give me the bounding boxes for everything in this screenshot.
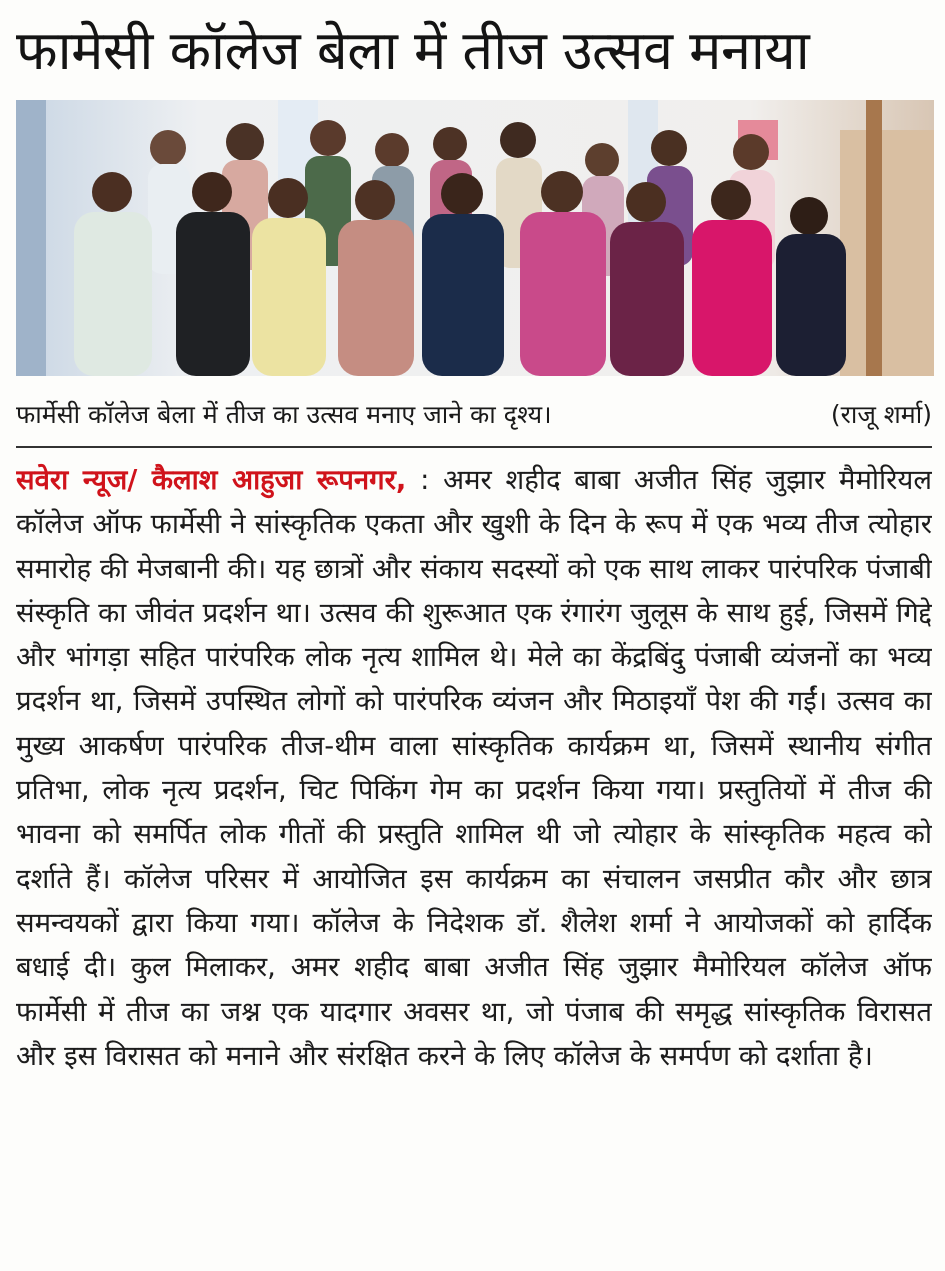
headline: फामेसी कॉलेज बेला में तीज उत्सव मनाया bbox=[16, 19, 810, 82]
photo-credit: (राजू शर्मा) bbox=[830, 400, 932, 429]
byline: सवेरा न्यूज/ कैलाश आहुजा रूपनगर, bbox=[16, 464, 407, 496]
article-paragraph bbox=[16, 458, 932, 1078]
photo-caption bbox=[16, 394, 932, 434]
caption-text: फार्मेसी कॉलेज बेला में तीज का उत्सव मनाए जाने का दृश्य। bbox=[16, 400, 552, 429]
caption-divider bbox=[16, 446, 932, 448]
group-photo bbox=[16, 100, 934, 376]
group-photo-icon bbox=[16, 100, 934, 376]
article-text: : अमर शहीद बाबा अजीत सिंह जुझार मैमोरियल कॉलेज ऑफ फार्मेसी ने सांस्कृतिक एकता और खुशी के दिन के रूप में एक भव्य तीज त्योहार समारोह की मेजबानी की। यह छात्रों और संकाय सदस्यों को एक साथ लाकर पारंपरिक पंजाबी संस्कृति का जीवंत प्रदर्शन था। उत्सव की शुरूआत एक रंगारंग जुलूस के साथ हुई, जिसमें गिद्दे और भांगड़ा सहित पारंपरिक लोक नृत्य शामिल थे। मेले का केंद्रबिंदु पंजाबी व्यंजनों का भव्य प्रदर्शन था, जिसमें उपस्थित लोगों को पारंपरिक व्यंजन और मिठाइयाँ पेश की गईं। उत्सव का मुख्य आकर्षण पारंपरिक तीज-थीम वाला सांस्कृतिक कार्यक्रम था, जिसमें स्थानीय संगीत प्रतिभा, लोक नृत्य प्रदर्शन, चिट पिकिंग गेम का प्रदर्शन किया गया। प्रस्तुतियों में तीज की भावना को समर्पित लोक गीतों की प्रस्तुति शामिल थी जो त्योहार के सांस्कृतिक महत्व को दर्शाते हैं। कॉलेज परिसर में आयोजित इस कार्यक्रम का संचालन जसप्रीत कौर और छात्र समन्वयकों द्वारा किया गया। कॉलेज के निदेशक डॉ. शैलेश शर्मा ने आयोजकों को हार्दिक बधाई दी। कुल मिलाकर, अमर शहीद बाबा अजीत सिंह जुझार मैमोरियल कॉलेज ऑफ फार्मेसी में तीज का जश्न एक यादगार अवसर था, जो पंजाब की समृद्ध सांस्कृतिक विरासत और इस विरासत को मनाने और संरक्षित करने के लिए कॉलेज के समर्पण को दर्शाता है। bbox=[16, 464, 932, 1072]
article-body bbox=[16, 458, 932, 1258]
